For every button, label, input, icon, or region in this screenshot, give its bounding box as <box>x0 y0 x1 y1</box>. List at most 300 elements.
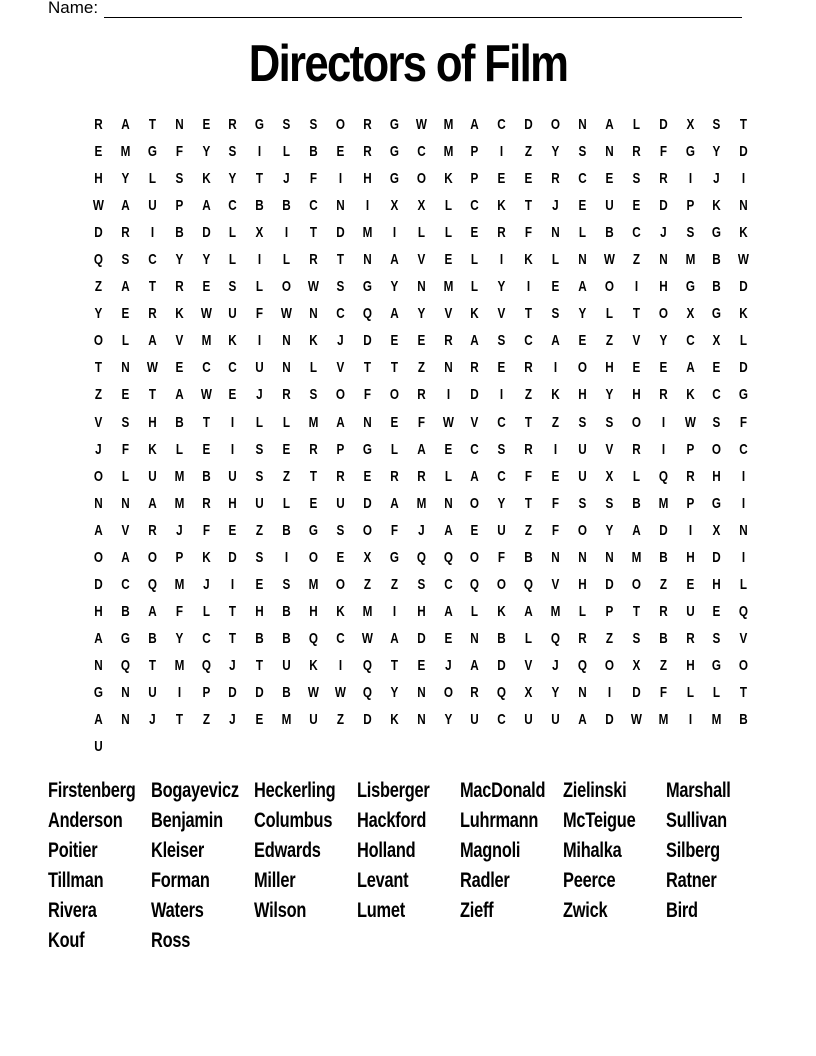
grid-letter[interactable]: W <box>200 386 212 404</box>
grid-letter[interactable]: B <box>658 629 668 647</box>
grid-letter[interactable]: G <box>712 305 722 323</box>
grid-letter[interactable]: Q <box>497 683 507 701</box>
grid-letter[interactable]: F <box>552 521 560 539</box>
grid-letter[interactable]: H <box>309 602 318 620</box>
grid-letter[interactable]: P <box>686 197 694 215</box>
grid-letter[interactable]: I <box>688 170 692 188</box>
grid-letter[interactable]: G <box>712 224 722 242</box>
grid-letter[interactable]: L <box>121 467 129 485</box>
grid-letter[interactable]: C <box>309 197 318 215</box>
grid-letter[interactable]: C <box>685 332 695 350</box>
grid-letter[interactable]: D <box>605 711 614 729</box>
grid-letter[interactable]: I <box>285 548 289 566</box>
grid-letter[interactable]: S <box>713 116 721 133</box>
grid-letter[interactable]: B <box>147 629 157 647</box>
grid-letter[interactable]: I <box>231 440 235 458</box>
grid-letter[interactable]: L <box>605 305 613 323</box>
grid-letter[interactable]: B <box>255 197 265 215</box>
grid-letter[interactable]: V <box>336 359 345 377</box>
grid-letter[interactable]: W <box>92 197 104 215</box>
grid-letter[interactable]: I <box>688 711 692 729</box>
grid-letter[interactable]: D <box>228 548 238 566</box>
grid-letter[interactable]: H <box>416 602 426 620</box>
grid-letter[interactable]: Q <box>470 575 480 593</box>
grid-letter[interactable]: T <box>148 386 156 404</box>
grid-letter[interactable]: N <box>174 116 184 133</box>
grid-letter[interactable]: O <box>335 116 346 133</box>
grid-letter[interactable]: O <box>497 575 507 593</box>
grid-letter[interactable]: L <box>283 494 291 512</box>
grid-letter[interactable]: E <box>471 224 479 242</box>
grid-letter[interactable]: I <box>553 440 558 458</box>
grid-letter[interactable]: X <box>524 683 533 701</box>
grid-letter[interactable]: I <box>338 170 343 188</box>
grid-letter[interactable]: E <box>632 197 641 215</box>
grid-letter[interactable]: D <box>658 116 668 133</box>
grid-letter[interactable]: G <box>120 629 130 647</box>
grid-letter[interactable]: N <box>121 494 130 512</box>
grid-letter[interactable]: O <box>604 656 614 674</box>
grid-letter[interactable]: K <box>712 197 722 215</box>
grid-letter[interactable]: V <box>497 305 506 323</box>
grid-letter[interactable]: D <box>94 575 103 593</box>
grid-letter[interactable]: E <box>497 170 506 188</box>
grid-letter[interactable]: Y <box>444 711 452 729</box>
grid-letter[interactable]: H <box>147 413 157 431</box>
grid-letter[interactable]: S <box>605 413 614 431</box>
grid-letter[interactable]: C <box>147 251 157 269</box>
grid-letter[interactable]: P <box>202 683 210 701</box>
grid-letter[interactable]: H <box>255 602 265 620</box>
grid-letter[interactable]: V <box>524 656 533 674</box>
grid-letter[interactable]: F <box>525 467 533 485</box>
grid-letter[interactable]: C <box>470 440 480 458</box>
grid-letter[interactable]: I <box>285 224 289 242</box>
grid-letter[interactable]: Q <box>362 305 372 323</box>
grid-letter[interactable]: N <box>282 332 291 350</box>
grid-letter[interactable]: F <box>552 494 560 512</box>
grid-letter[interactable]: W <box>442 413 454 431</box>
grid-letter[interactable]: W <box>281 305 293 323</box>
grid-letter[interactable]: S <box>578 143 587 161</box>
grid-letter[interactable]: R <box>551 170 560 188</box>
grid-letter[interactable]: B <box>282 602 291 620</box>
grid-letter[interactable]: Y <box>659 332 668 350</box>
grid-letter[interactable]: U <box>524 711 533 729</box>
grid-letter[interactable]: R <box>121 224 130 242</box>
grid-letter[interactable]: C <box>228 197 238 215</box>
grid-letter[interactable]: Q <box>362 656 372 674</box>
grid-letter[interactable]: L <box>740 332 748 350</box>
grid-letter[interactable]: E <box>228 521 237 539</box>
grid-letter[interactable]: M <box>201 332 211 350</box>
grid-letter[interactable]: Q <box>658 467 668 485</box>
grid-letter[interactable]: Q <box>416 548 426 566</box>
grid-letter[interactable]: Y <box>202 251 210 269</box>
grid-letter[interactable]: Q <box>524 575 534 593</box>
grid-letter[interactable]: D <box>658 521 668 539</box>
grid-letter[interactable]: Z <box>605 332 613 350</box>
grid-letter[interactable]: M <box>443 143 453 161</box>
grid-letter[interactable]: Q <box>443 548 453 566</box>
grid-letter[interactable]: D <box>712 548 722 566</box>
grid-letter[interactable]: U <box>94 738 103 756</box>
grid-letter[interactable]: S <box>417 575 426 593</box>
grid-letter[interactable]: A <box>416 440 426 458</box>
grid-letter[interactable]: L <box>229 224 237 242</box>
grid-letter[interactable]: F <box>202 521 210 539</box>
grid-letter[interactable]: B <box>524 548 533 566</box>
grid-letter[interactable]: A <box>470 332 480 350</box>
grid-letter[interactable]: R <box>524 440 533 458</box>
grid-letter[interactable]: R <box>390 467 399 485</box>
grid-letter[interactable]: D <box>363 494 372 512</box>
grid-letter[interactable]: W <box>738 251 750 269</box>
grid-letter[interactable]: Q <box>93 251 103 269</box>
grid-letter[interactable]: O <box>335 575 346 593</box>
grid-letter[interactable]: Z <box>202 711 210 729</box>
grid-letter[interactable]: J <box>148 711 156 729</box>
grid-letter[interactable]: L <box>686 683 694 701</box>
grid-letter[interactable]: X <box>255 224 264 242</box>
grid-letter[interactable]: B <box>497 629 507 647</box>
grid-letter[interactable]: A <box>174 386 184 404</box>
grid-letter[interactable]: M <box>631 548 642 566</box>
grid-letter[interactable]: O <box>443 683 453 701</box>
grid-letter[interactable]: I <box>661 440 665 458</box>
grid-letter[interactable]: R <box>685 467 695 485</box>
grid-letter[interactable]: D <box>201 224 211 242</box>
grid-letter[interactable]: O <box>470 548 480 566</box>
grid-letter[interactable]: R <box>94 116 103 133</box>
grid-letter[interactable]: F <box>740 413 748 431</box>
grid-letter[interactable]: V <box>444 305 452 323</box>
grid-letter[interactable]: P <box>471 170 479 188</box>
grid-letter[interactable]: C <box>497 711 507 729</box>
grid-letter[interactable]: K <box>551 386 560 404</box>
grid-letter[interactable]: S <box>255 467 264 485</box>
grid-letter[interactable]: Y <box>497 494 506 512</box>
grid-letter[interactable]: E <box>659 359 668 377</box>
grid-letter[interactable]: R <box>470 683 480 701</box>
grid-letter[interactable]: V <box>94 413 103 431</box>
grid-letter[interactable]: R <box>309 251 318 269</box>
grid-letter[interactable]: X <box>713 521 721 539</box>
grid-letter[interactable]: N <box>605 143 614 161</box>
grid-letter[interactable]: A <box>121 116 130 133</box>
grid-letter[interactable]: A <box>578 278 587 296</box>
grid-letter[interactable]: P <box>471 143 479 161</box>
grid-letter[interactable]: N <box>739 197 749 215</box>
grid-letter[interactable]: L <box>578 602 587 620</box>
grid-letter[interactable]: E <box>121 386 130 404</box>
grid-letter[interactable]: E <box>578 197 587 215</box>
grid-letter[interactable]: F <box>498 548 506 566</box>
grid-letter[interactable]: N <box>416 278 426 296</box>
grid-letter[interactable]: W <box>200 305 212 323</box>
grid-letter[interactable]: R <box>228 116 238 133</box>
grid-letter[interactable]: E <box>605 170 614 188</box>
grid-letter[interactable]: B <box>282 683 291 701</box>
grid-letter[interactable]: F <box>390 521 398 539</box>
grid-letter[interactable]: L <box>417 224 425 242</box>
grid-letter[interactable]: R <box>174 278 184 296</box>
grid-letter[interactable]: P <box>175 548 184 566</box>
grid-letter[interactable]: Q <box>201 656 211 674</box>
grid-letter[interactable]: W <box>146 359 158 377</box>
grid-letter[interactable]: Z <box>256 521 264 539</box>
grid-letter[interactable]: T <box>94 359 103 377</box>
grid-letter[interactable]: K <box>470 305 480 323</box>
grid-letter[interactable]: F <box>525 224 533 242</box>
grid-letter[interactable]: W <box>308 278 320 296</box>
grid-letter[interactable]: R <box>363 143 372 161</box>
grid-letter[interactable]: O <box>577 521 588 539</box>
grid-letter[interactable]: B <box>632 494 641 512</box>
grid-letter[interactable]: H <box>363 170 372 188</box>
grid-letter[interactable]: E <box>551 467 560 485</box>
grid-letter[interactable]: G <box>389 548 399 566</box>
grid-letter[interactable]: S <box>497 332 506 350</box>
grid-letter[interactable]: G <box>255 116 265 133</box>
grid-letter[interactable]: I <box>661 413 665 431</box>
grid-letter[interactable]: E <box>336 143 345 161</box>
grid-letter[interactable]: U <box>147 467 157 485</box>
grid-letter[interactable]: C <box>497 116 507 133</box>
grid-letter[interactable]: X <box>686 305 694 323</box>
grid-letter[interactable]: D <box>524 116 533 133</box>
grid-letter[interactable]: N <box>578 548 587 566</box>
grid-letter[interactable]: H <box>605 359 614 377</box>
grid-letter[interactable]: Z <box>659 656 667 674</box>
grid-letter[interactable]: S <box>309 116 318 133</box>
grid-letter[interactable]: T <box>632 602 640 620</box>
grid-letter[interactable]: N <box>551 224 560 242</box>
grid-letter[interactable]: X <box>605 467 614 485</box>
grid-letter[interactable]: L <box>256 413 264 431</box>
grid-letter[interactable]: O <box>335 386 346 404</box>
grid-letter[interactable]: K <box>174 305 184 323</box>
grid-letter[interactable]: U <box>470 711 480 729</box>
grid-letter[interactable]: G <box>685 143 695 161</box>
grid-letter[interactable]: O <box>93 332 103 350</box>
grid-letter[interactable]: K <box>390 711 399 729</box>
grid-letter[interactable]: B <box>121 602 130 620</box>
grid-letter[interactable]: E <box>202 278 210 296</box>
grid-letter[interactable]: B <box>282 521 291 539</box>
grid-letter[interactable]: W <box>603 251 615 269</box>
grid-letter[interactable]: E <box>202 440 210 458</box>
grid-letter[interactable]: W <box>361 629 373 647</box>
grid-letter[interactable]: Z <box>605 629 613 647</box>
grid-letter[interactable]: I <box>742 548 746 566</box>
grid-letter[interactable]: D <box>739 278 749 296</box>
grid-letter[interactable]: Q <box>309 629 319 647</box>
grid-letter[interactable]: R <box>658 386 668 404</box>
grid-letter[interactable]: L <box>229 251 237 269</box>
grid-letter[interactable]: I <box>258 143 262 161</box>
grid-letter[interactable]: P <box>686 494 694 512</box>
grid-letter[interactable]: M <box>443 278 453 296</box>
grid-letter[interactable]: S <box>497 440 506 458</box>
grid-letter[interactable]: O <box>658 305 668 323</box>
grid-letter[interactable]: E <box>390 332 399 350</box>
grid-letter[interactable]: R <box>443 332 453 350</box>
grid-letter[interactable]: T <box>148 656 156 674</box>
grid-letter[interactable]: E <box>121 305 130 323</box>
grid-letter[interactable]: M <box>658 711 669 729</box>
grid-letter[interactable]: X <box>417 197 426 215</box>
grid-letter[interactable]: Y <box>175 629 184 647</box>
grid-letter[interactable]: A <box>390 629 399 647</box>
grid-letter[interactable]: L <box>283 143 291 161</box>
grid-letter[interactable]: S <box>121 251 130 269</box>
grid-letter[interactable]: B <box>739 711 749 729</box>
grid-letter[interactable]: O <box>147 548 157 566</box>
grid-letter[interactable]: Y <box>605 386 614 404</box>
grid-letter[interactable]: I <box>258 332 262 350</box>
grid-letter[interactable]: U <box>282 656 291 674</box>
grid-letter[interactable]: T <box>525 494 533 512</box>
grid-letter[interactable]: C <box>228 359 238 377</box>
grid-letter[interactable]: L <box>632 467 640 485</box>
grid-letter[interactable]: U <box>497 521 507 539</box>
grid-letter[interactable]: Z <box>94 386 103 404</box>
grid-letter[interactable]: P <box>686 440 694 458</box>
grid-letter[interactable]: A <box>685 359 695 377</box>
grid-letter[interactable]: G <box>389 170 399 188</box>
grid-letter[interactable]: T <box>309 467 318 485</box>
grid-letter[interactable]: N <box>578 251 587 269</box>
grid-letter[interactable]: M <box>308 413 319 431</box>
grid-letter[interactable]: I <box>500 143 504 161</box>
grid-letter[interactable]: G <box>389 143 399 161</box>
grid-letter[interactable]: V <box>175 332 184 350</box>
grid-letter[interactable]: E <box>363 467 372 485</box>
grid-letter[interactable]: T <box>309 224 318 242</box>
grid-letter[interactable]: A <box>605 116 614 133</box>
grid-letter[interactable]: T <box>336 251 345 269</box>
grid-letter[interactable]: S <box>632 629 641 647</box>
grid-letter[interactable]: J <box>552 197 559 215</box>
grid-letter[interactable]: X <box>390 197 399 215</box>
grid-letter[interactable]: G <box>739 386 749 404</box>
grid-letter[interactable]: Y <box>497 278 506 296</box>
grid-letter[interactable]: A <box>390 305 399 323</box>
grid-letter[interactable]: F <box>256 305 264 323</box>
grid-letter[interactable]: K <box>497 197 507 215</box>
grid-letter[interactable]: L <box>552 251 560 269</box>
grid-letter[interactable]: R <box>632 440 641 458</box>
grid-letter[interactable]: N <box>739 521 749 539</box>
grid-letter[interactable]: Z <box>363 575 371 593</box>
grid-letter[interactable]: J <box>552 656 559 674</box>
grid-letter[interactable]: R <box>497 224 507 242</box>
grid-letter[interactable]: S <box>175 170 184 188</box>
grid-letter[interactable]: N <box>578 683 587 701</box>
grid-letter[interactable]: M <box>362 224 373 242</box>
grid-letter[interactable]: M <box>174 575 184 593</box>
grid-letter[interactable]: D <box>228 683 238 701</box>
grid-letter[interactable]: C <box>443 575 453 593</box>
grid-letter[interactable]: W <box>308 683 320 701</box>
grid-letter[interactable]: I <box>634 278 638 296</box>
grid-letter[interactable]: O <box>93 467 103 485</box>
grid-letter[interactable]: N <box>470 629 480 647</box>
grid-letter[interactable]: Q <box>577 656 588 674</box>
grid-letter[interactable]: G <box>389 116 399 133</box>
grid-letter[interactable]: U <box>228 467 238 485</box>
grid-letter[interactable]: N <box>658 251 668 269</box>
grid-letter[interactable]: T <box>632 305 640 323</box>
grid-letter[interactable]: A <box>551 332 560 350</box>
grid-letter[interactable]: L <box>444 197 452 215</box>
grid-letter[interactable]: L <box>578 224 587 242</box>
grid-letter[interactable]: F <box>659 683 667 701</box>
grid-letter[interactable]: E <box>578 332 587 350</box>
grid-letter[interactable]: N <box>578 116 587 133</box>
grid-letter[interactable]: L <box>309 359 318 377</box>
grid-letter[interactable]: Y <box>605 521 614 539</box>
grid-letter[interactable]: O <box>551 116 561 133</box>
grid-letter[interactable]: L <box>713 683 721 701</box>
grid-letter[interactable]: G <box>147 143 157 161</box>
grid-letter[interactable]: O <box>631 413 641 431</box>
grid-letter[interactable]: K <box>309 332 318 350</box>
grid-letter[interactable]: S <box>282 116 291 133</box>
grid-letter[interactable]: J <box>283 170 290 188</box>
grid-letter[interactable]: W <box>684 413 696 431</box>
grid-letter[interactable]: C <box>524 332 533 350</box>
grid-letter[interactable]: H <box>578 386 587 404</box>
grid-letter[interactable]: N <box>363 251 372 269</box>
grid-letter[interactable]: Y <box>390 683 399 701</box>
grid-letter[interactable]: O <box>362 521 372 539</box>
grid-letter[interactable]: K <box>336 602 345 620</box>
grid-letter[interactable]: R <box>524 359 533 377</box>
grid-letter[interactable]: R <box>658 602 668 620</box>
grid-letter[interactable]: K <box>739 224 749 242</box>
grid-letter[interactable]: Z <box>525 521 533 539</box>
grid-letter[interactable]: A <box>443 602 453 620</box>
grid-letter[interactable]: F <box>417 413 425 431</box>
grid-letter[interactable]: U <box>336 494 345 512</box>
grid-letter[interactable]: X <box>363 548 372 566</box>
grid-letter[interactable]: K <box>524 251 533 269</box>
grid-letter[interactable]: I <box>258 251 262 269</box>
grid-letter[interactable]: E <box>471 521 479 539</box>
grid-letter[interactable]: I <box>688 521 692 539</box>
grid-letter[interactable]: U <box>685 602 695 620</box>
grid-letter[interactable]: S <box>255 440 264 458</box>
grid-letter[interactable]: N <box>282 359 291 377</box>
grid-letter[interactable]: U <box>147 683 157 701</box>
grid-letter[interactable]: E <box>228 386 237 404</box>
grid-letter[interactable]: S <box>713 629 721 647</box>
grid-letter[interactable]: E <box>417 332 426 350</box>
grid-letter[interactable]: A <box>578 711 587 729</box>
grid-letter[interactable]: E <box>94 143 103 161</box>
grid-letter[interactable]: C <box>201 629 211 647</box>
grid-letter[interactable]: E <box>417 656 426 674</box>
grid-letter[interactable]: O <box>470 494 480 512</box>
grid-letter[interactable]: Y <box>202 143 210 161</box>
grid-letter[interactable]: N <box>443 494 453 512</box>
grid-letter[interactable]: E <box>309 494 318 512</box>
grid-letter[interactable]: H <box>632 386 641 404</box>
grid-letter[interactable]: T <box>148 278 156 296</box>
grid-letter[interactable]: I <box>231 575 235 593</box>
